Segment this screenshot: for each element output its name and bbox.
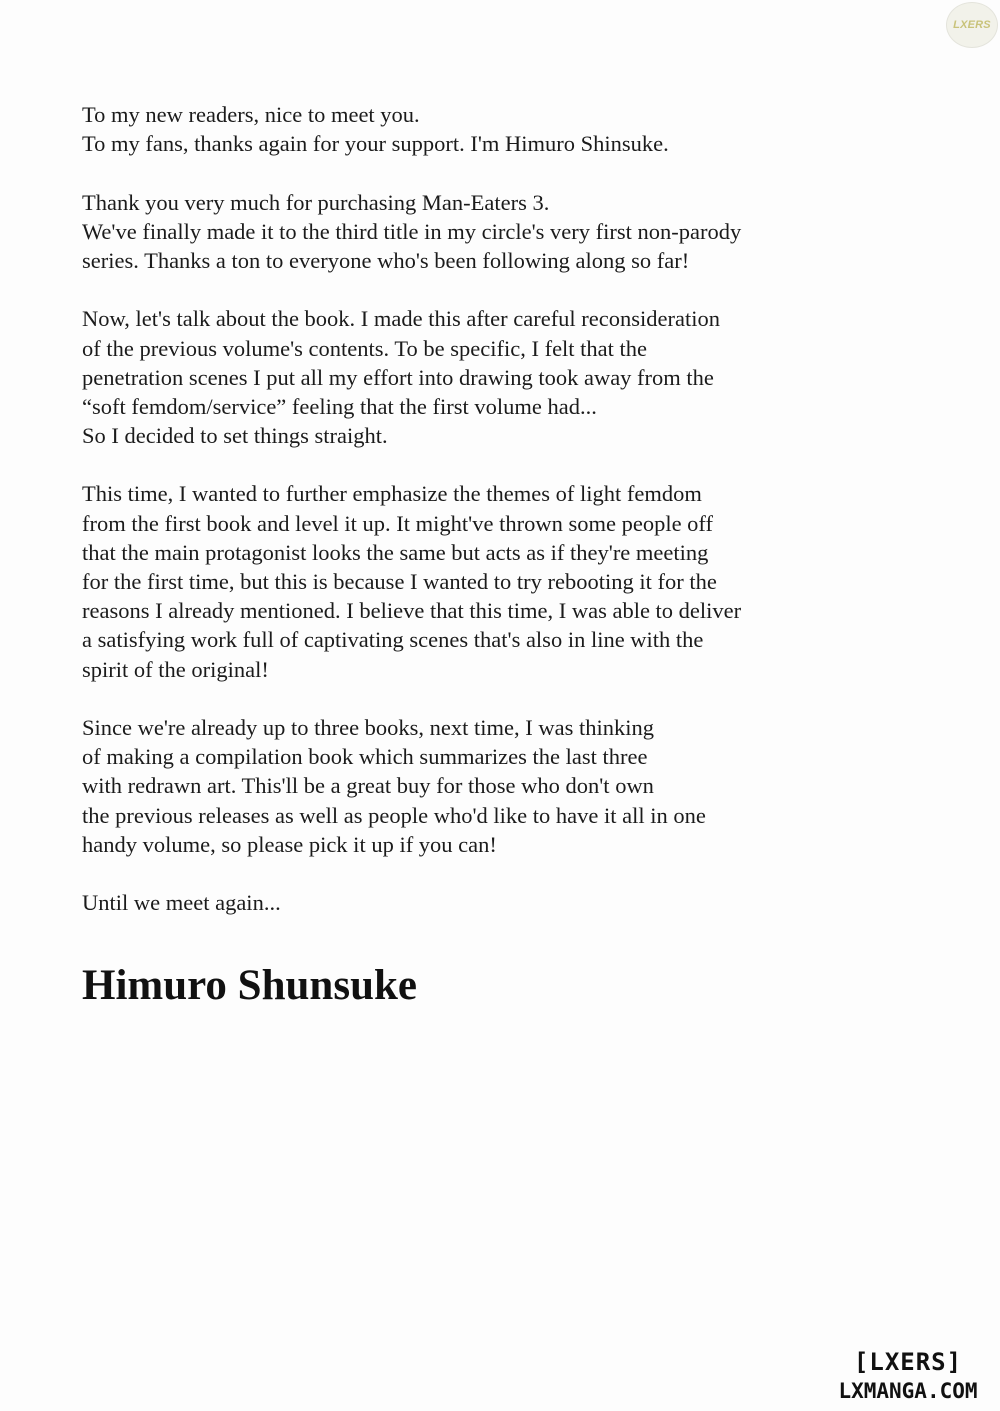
text-line: that the main protagonist looks the same but acts as if they're meeting xyxy=(82,539,709,565)
text-line: penetration scenes I put all my effort into drawing took away from the xyxy=(82,364,714,390)
paragraph-greeting xyxy=(82,100,822,158)
text-line: Now, let's talk about the book. I made this after careful reconsideration xyxy=(82,306,720,332)
text-line: series. Thanks a ton to everyone who's been following along so far! xyxy=(82,247,690,273)
text-line: of making a compilation book which summarizes the last three xyxy=(82,744,648,770)
text-line: from the first book and level it up. It might've thrown some people off xyxy=(82,510,714,536)
text-line: for the first time, but this is because I wanted to try rebooting it for the xyxy=(82,569,717,594)
paragraph-spacer xyxy=(82,275,822,304)
paragraph-closing xyxy=(82,888,822,917)
text-line: This time, I wanted to further emphasize the themes of light femdom xyxy=(82,481,702,507)
site-watermark xyxy=(828,1347,988,1405)
text-line: Until we meet again... xyxy=(82,890,281,916)
paragraph-spacer xyxy=(82,684,822,713)
text-line: So I decided to set things straight. xyxy=(82,423,388,449)
author-signature: Himuro Shunsuke xyxy=(82,962,417,1009)
text-line: with redrawn art. This'll be a great buy for those who don't own xyxy=(82,773,654,799)
text-line: Thank you very much for purchasing Man-Eaters 3. xyxy=(82,189,550,215)
paragraph-thanks xyxy=(82,188,822,276)
paragraph-spacer xyxy=(82,450,822,479)
text-line: of the previous volume's contents. To be specific, I felt that the xyxy=(82,335,648,361)
paragraph-about-book xyxy=(82,304,822,450)
text-line: spirit of the original! xyxy=(82,656,269,682)
paragraph-this-time xyxy=(82,479,822,683)
text-line: To my fans, thanks again for your support. I'm Himuro Shinsuke. xyxy=(82,131,669,157)
text-line: Since we're already up to three books, next time, I was thinking xyxy=(82,714,655,740)
text-line: handy volume, so please pick it up if you can! xyxy=(82,831,497,857)
text-line: To my new readers, nice to meet you. xyxy=(82,102,420,127)
lxers-badge-logo xyxy=(946,2,998,48)
watermark-url: LXMANGA.COM xyxy=(838,1379,978,1403)
afterword-letter xyxy=(82,100,822,917)
text-line: We've finally made it to the third title in my circle's very first non-parody xyxy=(82,218,742,244)
text-line: the previous releases as well as people who'd like to have it all in one xyxy=(82,802,706,828)
paragraph-next-time xyxy=(82,713,822,859)
text-line: reasons I already mentioned. I believe that this time, I was able to deliver xyxy=(82,598,742,624)
badge-text: LXERS xyxy=(953,19,991,31)
watermark-brand: [LXERS] xyxy=(853,1348,963,1376)
text-line: “soft femdom/service” feeling that the first volume had... xyxy=(82,393,597,419)
paragraph-spacer xyxy=(82,859,822,888)
paragraph-spacer xyxy=(82,158,822,187)
text-line: a satisfying work full of captivating scenes that's also in line with the xyxy=(82,627,704,653)
